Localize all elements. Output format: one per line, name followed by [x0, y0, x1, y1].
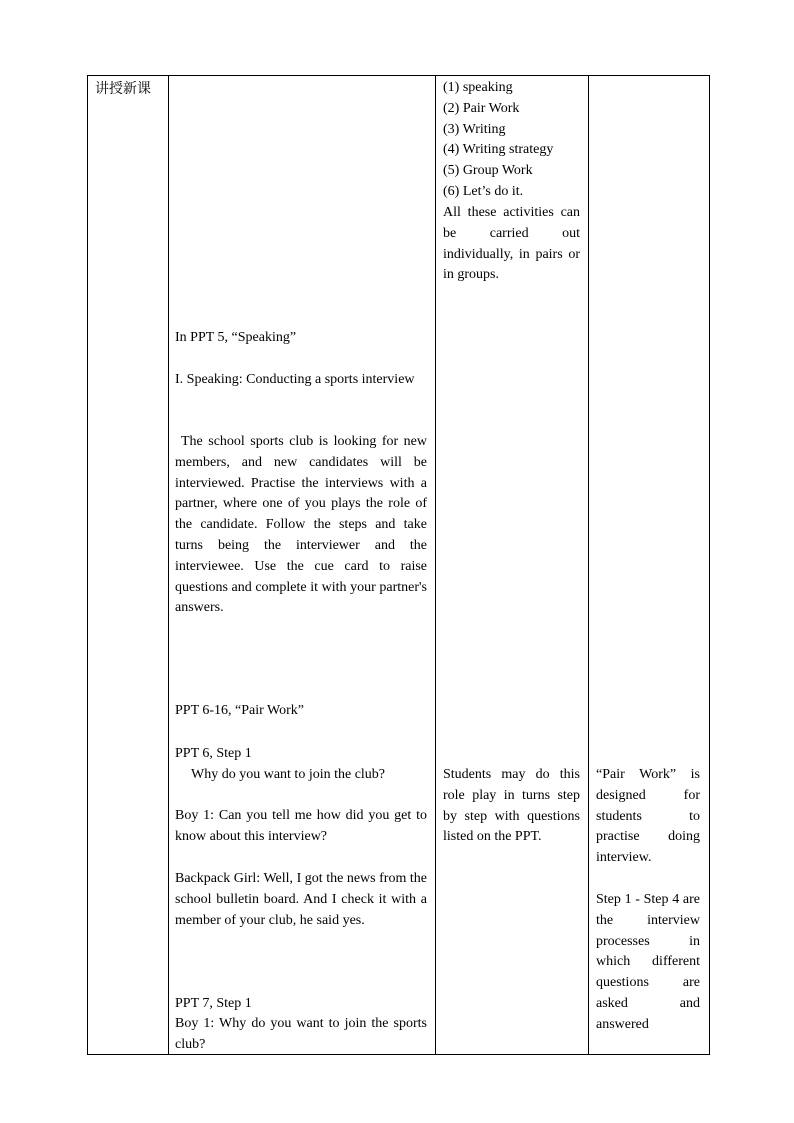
girl-line: Backpack Girl: Well, I got the news from the school bulletin board. And I check it with a member of your club, he said yes.: [175, 871, 427, 928]
speaking-paragraph: The school sports club is looking for new members, and new candidates will be interviewed. Practise the interviews with a partner, where one of you plays the role of the candidate. Follow the steps and take turns being the interviewer and the interviewee. Use the cue card to raise questions and complete it with your partner's answers.: [175, 434, 427, 616]
list-item: (6) Let’s do it.: [443, 183, 524, 199]
ppt5-heading: In PPT 5, “Speaking”: [175, 330, 297, 345]
ppt7-boy-line: Boy 1: Why do you want to join the sports club?: [175, 1016, 427, 1052]
design-intent-cell: [589, 76, 710, 1055]
stage-label: 讲授新课: [95, 81, 151, 97]
list-item: (2) Pair Work: [443, 100, 520, 116]
boy1-line: Boy 1: Can you tell me how did you get to know about this interview?: [175, 808, 427, 844]
lesson-plan-table: [87, 75, 710, 1055]
activities-list: [443, 78, 580, 203]
student-activity-cell: [436, 76, 589, 1055]
pair-work-design: “Pair Work” is designed for students to practise doing interview.: [596, 767, 700, 866]
students-note: Students may do this role play in turns step by step with questions listed on the PPT.: [443, 767, 580, 845]
list-item: (3) Writing: [443, 121, 506, 137]
ppt6-question: Why do you want to join the club?: [191, 767, 386, 782]
speaking-title: I. Speaking: Conducting a sports interview: [175, 372, 415, 387]
list-item: (5) Group Work: [443, 163, 533, 179]
list-item: (4) Writing strategy: [443, 142, 554, 158]
steps-note: Step 1 - Step 4 are the interview processes in which different questions are asked and answered: [596, 892, 700, 1032]
table-row: [88, 76, 710, 1055]
ppt6-step: PPT 6, Step 1: [175, 746, 252, 761]
list-item: (1) speaking: [443, 80, 513, 95]
teacher-activity-cell: [169, 76, 436, 1055]
pair-work-heading: PPT 6-16, “Pair Work”: [175, 703, 305, 718]
stage-label-cell: [88, 76, 169, 1055]
activities-note: All these activities can be carried out individually, in pairs or in groups.: [443, 205, 580, 283]
ppt7-step: PPT 7, Step 1: [175, 996, 252, 1011]
